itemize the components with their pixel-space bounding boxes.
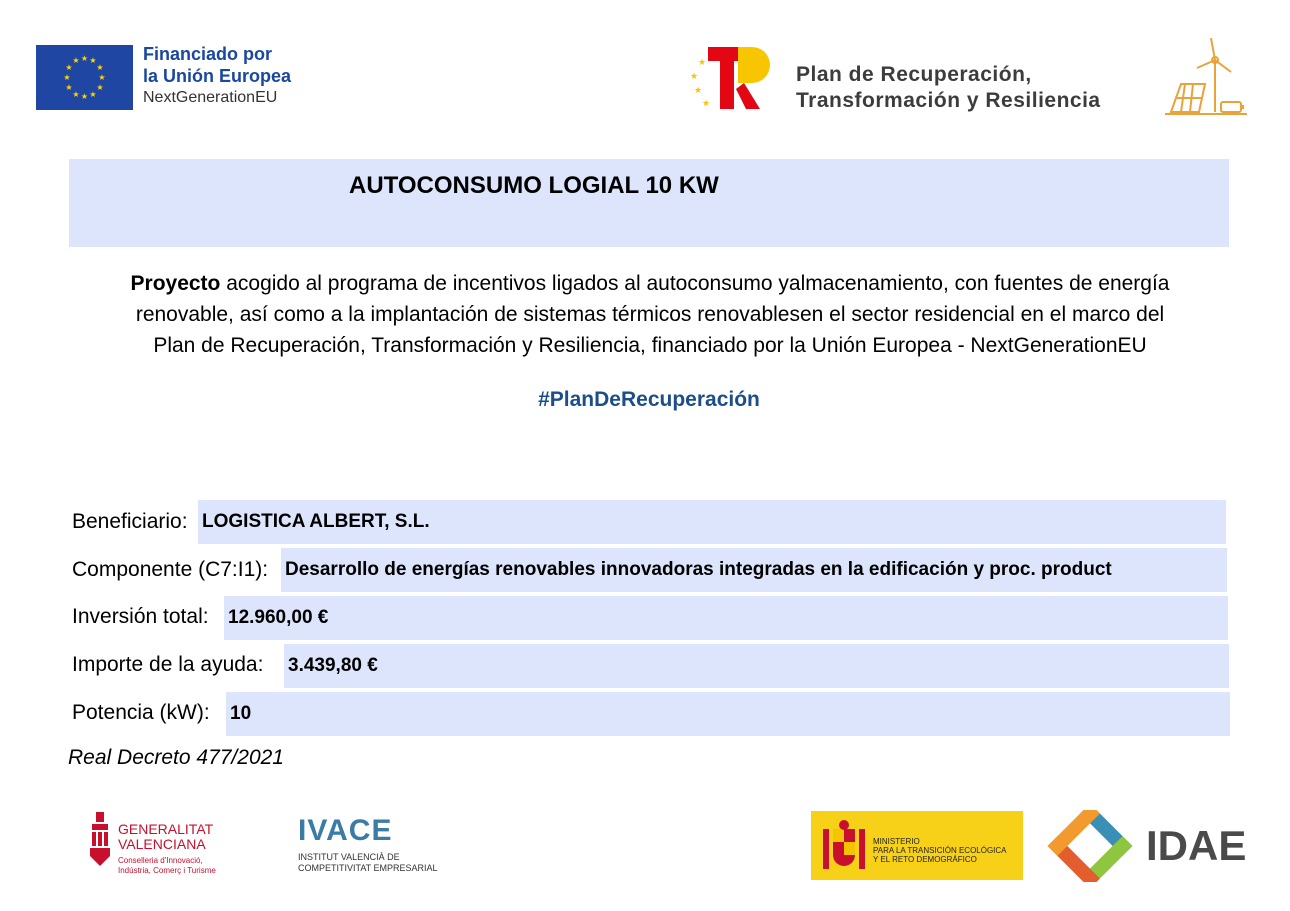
ivace-sub1: INSTITUT VALENCIÀ DE	[298, 852, 400, 862]
plan-recuperacion-text	[796, 62, 1101, 114]
ivace-logo	[296, 808, 438, 878]
ministerio-line1: MINISTERIO	[873, 837, 920, 846]
gv-sub2: Indústria, Comerç i Turisme	[118, 866, 216, 875]
svg-text:★: ★	[72, 56, 80, 65]
gv-crest-icon	[88, 812, 112, 866]
generalitat-logo	[88, 810, 228, 878]
componente-label: Componente (C7:I1):	[72, 558, 269, 581]
idae-logo	[1040, 810, 1252, 882]
eu-line1: Financiado por	[143, 44, 273, 64]
potencia-value: 10	[226, 692, 1230, 736]
inversion-value: 12.960,00 €	[224, 596, 1228, 640]
description-lead: Proyecto	[130, 272, 221, 295]
svg-text:★: ★	[89, 90, 97, 99]
plan-line1: Plan de Recuperación,	[796, 63, 1032, 86]
ivace-name: IVACE	[298, 814, 393, 847]
idae-name: IDAE	[1146, 822, 1247, 869]
svg-text:★: ★	[89, 56, 97, 65]
beneficiario-value: LOGISTICA ALBERT, S.L.	[198, 500, 1226, 544]
description-line3: Plan de Recuperación, Transformación y Resiliencia, financiado por la Unión Europea - NextGenerationEU	[153, 334, 1147, 357]
svg-text:★: ★	[96, 63, 104, 72]
svg-text:★: ★	[690, 72, 699, 82]
ministerio-logo	[811, 811, 1023, 880]
plan-line2: Transformación y Resiliencia	[796, 89, 1101, 112]
potencia-label: Potencia (kW):	[72, 701, 210, 724]
inversion-label: Inversión total:	[72, 605, 209, 628]
idae-mark-icon	[1040, 810, 1140, 882]
project-description	[65, 268, 1235, 361]
ministerio-line3: Y EL RETO DEMOGRÁFICO	[873, 855, 977, 864]
importe-value: 3.439,80 €	[284, 644, 1229, 688]
gv-line1: GENERALITAT	[118, 821, 214, 837]
ivace-sub2: COMPETITIVITAT EMPRESARIAL	[298, 863, 438, 873]
solar-wind-icon	[1163, 36, 1249, 118]
beneficiario-label: Beneficiario:	[72, 510, 188, 533]
svg-text:★: ★	[63, 73, 71, 82]
spain-coat-of-arms-icon	[819, 819, 869, 873]
eu-line2: la Unión Europea	[143, 66, 292, 86]
svg-text:★: ★	[72, 90, 80, 99]
eu-line3: NextGenerationEU	[143, 89, 278, 106]
svg-text:★: ★	[65, 83, 73, 92]
svg-text:★: ★	[96, 83, 104, 92]
eu-logo-text	[143, 43, 291, 109]
tr-logo-icon	[688, 43, 774, 113]
svg-text:★: ★	[698, 58, 707, 68]
description-line1: acogido al programa de incentivos ligados al autoconsumo yalmacenamiento, con fuentes de energía	[220, 272, 1170, 295]
importe-label: Importe de la ayuda:	[72, 653, 264, 676]
svg-text:★: ★	[65, 63, 73, 72]
description-line2: renovable, así como a la implantación de sistemas térmicos renovablesen el sector residencial en el marco del	[135, 303, 1165, 326]
componente-value: Desarrollo de energías renovables innovadoras integradas en la edificación y proc. product	[281, 548, 1227, 592]
svg-text:★: ★	[702, 99, 711, 109]
hashtag: #PlanDeRecuperación	[538, 388, 760, 411]
svg-text:★: ★	[694, 86, 703, 96]
svg-text:★: ★	[80, 92, 89, 101]
svg-text:★: ★	[98, 73, 106, 82]
real-decreto: Real Decreto 477/2021	[68, 746, 284, 769]
svg-text:★: ★	[80, 54, 89, 63]
page-title: AUTOCONSUMO LOGIAL 10 KW	[349, 172, 719, 199]
gv-line2: VALENCIANA	[118, 836, 206, 852]
ministerio-line2: PARA LA TRANSICIÓN ECOLÓGICA	[873, 846, 1007, 855]
gv-sub1: Conselleria d'Innovació,	[118, 856, 203, 865]
eu-flag-icon	[36, 45, 133, 110]
